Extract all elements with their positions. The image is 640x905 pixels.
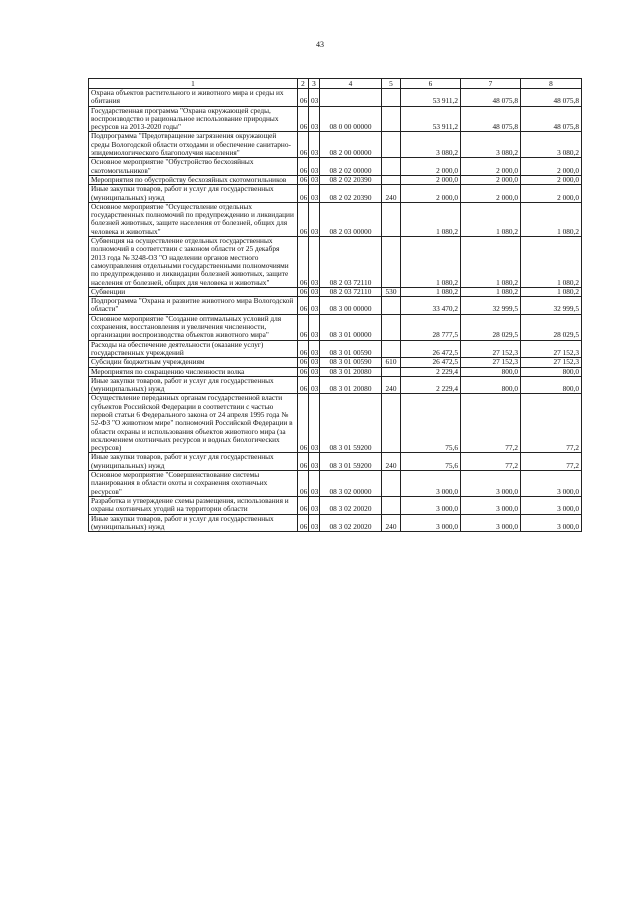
target-article-code — [320, 89, 382, 107]
target-article-code: 08 2 02 00000 — [320, 158, 382, 176]
header-cell: 8 — [521, 79, 582, 89]
expense-type-code: 240 — [382, 514, 401, 532]
target-article-code: 08 3 01 00590 — [320, 340, 382, 358]
header-cell: 7 — [461, 79, 521, 89]
expense-type-code — [382, 394, 401, 453]
row-name: Мероприятия по сокращению численности волка — [89, 367, 298, 376]
table-row — [89, 340, 582, 358]
row-name: Основное мероприятие "Обустройство бесхозяйных скотомогильников" — [89, 158, 298, 176]
header-cell: 1 — [89, 79, 298, 89]
target-article-code: 08 3 01 59200 — [320, 394, 382, 453]
expense-type-code — [382, 89, 401, 107]
amount-col-8: 48 075,8 — [521, 89, 582, 107]
section-code: 06 — [298, 185, 309, 203]
section-code: 06 — [298, 89, 309, 107]
amount-col-8: 1 080,2 — [521, 202, 582, 236]
amount-col-8: 77,2 — [521, 453, 582, 471]
section-code: 06 — [298, 175, 309, 184]
table-row — [89, 367, 582, 376]
table-row — [89, 514, 582, 532]
amount-col-8: 32 999,5 — [521, 297, 582, 315]
row-name: Охрана объектов растительного и животного мира и среды их обитания — [89, 89, 298, 107]
section-code: 06 — [298, 106, 309, 132]
amount-col-8: 77,2 — [521, 394, 582, 453]
amount-col-7: 2 000,0 — [461, 185, 521, 203]
amount-col-6: 33 470,2 — [401, 297, 461, 315]
amount-col-8: 27 152,3 — [521, 340, 582, 358]
amount-col-6: 3 000,0 — [401, 514, 461, 532]
table-row — [89, 496, 582, 514]
table-row — [89, 89, 582, 107]
subsection-code: 03 — [309, 514, 320, 532]
table-row — [89, 471, 582, 497]
section-code: 06 — [298, 471, 309, 497]
section-code: 06 — [298, 340, 309, 358]
amount-col-7: 3 000,0 — [461, 514, 521, 532]
target-article-code: 08 2 03 00000 — [320, 202, 382, 236]
section-code: 06 — [298, 237, 309, 288]
target-article-code: 08 3 01 59200 — [320, 453, 382, 471]
section-code: 06 — [298, 158, 309, 176]
amount-col-8: 3 000,0 — [521, 496, 582, 514]
amount-col-8: 48 075,8 — [521, 106, 582, 132]
amount-col-7: 3 080,2 — [461, 132, 521, 158]
section-code: 06 — [298, 394, 309, 453]
amount-col-6: 75,6 — [401, 394, 461, 453]
target-article-code: 08 2 03 72110 — [320, 237, 382, 288]
table-row — [89, 314, 582, 340]
header-cell: 5 — [382, 79, 401, 89]
amount-col-6: 2 000,0 — [401, 158, 461, 176]
section-code: 06 — [298, 202, 309, 236]
amount-col-7: 3 000,0 — [461, 471, 521, 497]
amount-col-6: 53 911,2 — [401, 89, 461, 107]
table-row — [89, 358, 582, 367]
row-name: Иные закупки товаров, работ и услуг для государственных (муниципальных) нужд — [89, 453, 298, 471]
expense-type-code — [382, 202, 401, 236]
amount-col-6: 2 229,4 — [401, 376, 461, 394]
expense-type-code — [382, 314, 401, 340]
subsection-code: 03 — [309, 297, 320, 315]
amount-col-7: 48 075,8 — [461, 89, 521, 107]
subsection-code: 03 — [309, 175, 320, 184]
subsection-code: 03 — [309, 394, 320, 453]
amount-col-6: 26 472,5 — [401, 340, 461, 358]
amount-col-7: 1 080,2 — [461, 237, 521, 288]
amount-col-7: 48 075,8 — [461, 106, 521, 132]
amount-col-7: 2 000,0 — [461, 158, 521, 176]
amount-col-8: 27 152,3 — [521, 358, 582, 367]
table-row — [89, 132, 582, 158]
row-name: Осуществление переданных органам государственной власти субъектов Российской Федерации в соответствии с частью первой статьи 6 Федерального закона от 24 апреля 1995 года № 52-ФЗ "О животном мире" полномочий Российской Федерации в области охраны и использования объектов животного мира (за исключением охотничьих ресурсов и водных биологических ресурсов) — [89, 394, 298, 453]
target-article-code: 08 3 02 00000 — [320, 471, 382, 497]
amount-col-8: 2 000,0 — [521, 158, 582, 176]
target-article-code: 08 3 01 00000 — [320, 314, 382, 340]
row-name: Расходы на обеспечение деятельности (оказание услуг) государственных учреждений — [89, 340, 298, 358]
target-article-code: 08 2 00 00000 — [320, 132, 382, 158]
target-article-code: 08 2 03 72110 — [320, 287, 382, 296]
expense-type-code — [382, 297, 401, 315]
row-name: Иные закупки товаров, работ и услуг для государственных (муниципальных) нужд — [89, 514, 298, 532]
subsection-code: 03 — [309, 376, 320, 394]
section-code: 06 — [298, 367, 309, 376]
subsection-code: 03 — [309, 106, 320, 132]
amount-col-7: 27 152,3 — [461, 358, 521, 367]
header-cell: 3 — [309, 79, 320, 89]
row-name: Субсидии бюджетным учреждениям — [89, 358, 298, 367]
section-code: 06 — [298, 376, 309, 394]
subsection-code: 03 — [309, 340, 320, 358]
row-name: Мероприятия по обустройству бесхозяйных скотомогильников — [89, 175, 298, 184]
row-name: Государственная программа "Охрана окружающей среды, воспроизводство и рациональное использование природных ресурсов на 2013-2020 годы" — [89, 106, 298, 132]
expense-type-code: 530 — [382, 287, 401, 296]
table-row — [89, 106, 582, 132]
subsection-code: 03 — [309, 358, 320, 367]
amount-col-8: 1 080,2 — [521, 237, 582, 288]
section-code: 06 — [298, 297, 309, 315]
subsection-code: 03 — [309, 89, 320, 107]
table-row — [89, 297, 582, 315]
amount-col-8: 3 080,2 — [521, 132, 582, 158]
amount-col-7: 3 000,0 — [461, 496, 521, 514]
amount-col-6: 1 080,2 — [401, 202, 461, 236]
amount-col-7: 32 999,5 — [461, 297, 521, 315]
expense-type-code — [382, 496, 401, 514]
expense-type-code: 240 — [382, 376, 401, 394]
target-article-code: 08 0 00 00000 — [320, 106, 382, 132]
amount-col-6: 2 229,4 — [401, 367, 461, 376]
target-article-code: 08 3 01 20080 — [320, 367, 382, 376]
amount-col-6: 2 000,0 — [401, 175, 461, 184]
amount-col-8: 1 080,2 — [521, 287, 582, 296]
subsection-code: 03 — [309, 185, 320, 203]
section-code: 06 — [298, 132, 309, 158]
amount-col-6: 1 080,2 — [401, 237, 461, 288]
amount-col-6: 2 000,0 — [401, 185, 461, 203]
table-row — [89, 453, 582, 471]
expense-type-code — [382, 471, 401, 497]
amount-col-6: 75,6 — [401, 453, 461, 471]
amount-col-8: 28 029,5 — [521, 314, 582, 340]
row-name: Иные закупки товаров, работ и услуг для государственных (муниципальных) нужд — [89, 376, 298, 394]
expense-type-code — [382, 340, 401, 358]
amount-col-6: 28 777,5 — [401, 314, 461, 340]
page-number: 43 — [316, 40, 324, 49]
table-row — [89, 376, 582, 394]
section-code: 06 — [298, 287, 309, 296]
amount-col-6: 26 472,5 — [401, 358, 461, 367]
subsection-code: 03 — [309, 158, 320, 176]
table-header-row — [89, 79, 582, 89]
row-name: Основное мероприятие "Совершенствование системы планирования в области охоты и сохранения охотничьих ресурсов" — [89, 471, 298, 497]
expense-type-code — [382, 237, 401, 288]
amount-col-8: 2 000,0 — [521, 185, 582, 203]
amount-col-6: 53 911,2 — [401, 106, 461, 132]
table-row — [89, 185, 582, 203]
amount-col-7: 28 029,5 — [461, 314, 521, 340]
section-code: 06 — [298, 314, 309, 340]
target-article-code: 08 3 01 20080 — [320, 376, 382, 394]
amount-col-8: 800,0 — [521, 376, 582, 394]
target-article-code: 08 3 02 20020 — [320, 514, 382, 532]
expense-type-code — [382, 175, 401, 184]
amount-col-7: 27 152,3 — [461, 340, 521, 358]
amount-col-8: 800,0 — [521, 367, 582, 376]
row-name: Субвенция на осуществление отдельных государственных полномочий в соответствии с законом области от 25 декабря 2013 года № 3248-ОЗ "О наделении органов местного самоуправления отдельными государственными полномочиями по предупреждению и ликвидации болезней животных, защите населения от болезней, общих для человека и животных" — [89, 237, 298, 288]
amount-col-7: 2 000,0 — [461, 175, 521, 184]
amount-col-6: 3 000,0 — [401, 471, 461, 497]
expense-type-code — [382, 106, 401, 132]
row-name: Иные закупки товаров, работ и услуг для государственных (муниципальных) нужд — [89, 185, 298, 203]
subsection-code: 03 — [309, 287, 320, 296]
header-cell: 2 — [298, 79, 309, 89]
amount-col-7: 77,2 — [461, 453, 521, 471]
expense-type-code: 240 — [382, 453, 401, 471]
section-code: 06 — [298, 514, 309, 532]
table-body — [89, 89, 582, 532]
target-article-code: 08 2 02 20390 — [320, 185, 382, 203]
table-row — [89, 394, 582, 453]
table-row — [89, 158, 582, 176]
subsection-code: 03 — [309, 471, 320, 497]
row-name: Подпрограмма "Предотвращение загрязнения окружающей среды Вологодской области отходами и обеспечение санитарно-эпидемиологического благополучия населения" — [89, 132, 298, 158]
amount-col-6: 1 080,2 — [401, 287, 461, 296]
amount-col-8: 3 000,0 — [521, 471, 582, 497]
row-name: Основное мероприятие "Создание оптимальных условий для сохранения, восстановления и увеличения численности, организации воспроизводства объектов животного мира" — [89, 314, 298, 340]
expense-type-code — [382, 132, 401, 158]
amount-col-7: 77,2 — [461, 394, 521, 453]
row-name: Субвенции — [89, 287, 298, 296]
amount-col-7: 800,0 — [461, 367, 521, 376]
target-article-code: 08 3 02 20020 — [320, 496, 382, 514]
amount-col-8: 2 000,0 — [521, 175, 582, 184]
subsection-code: 03 — [309, 496, 320, 514]
target-article-code: 08 3 00 00000 — [320, 297, 382, 315]
header-cell: 6 — [401, 79, 461, 89]
subsection-code: 03 — [309, 202, 320, 236]
section-code: 06 — [298, 358, 309, 367]
target-article-code: 08 3 01 00590 — [320, 358, 382, 367]
expense-type-code — [382, 367, 401, 376]
amount-col-7: 1 080,2 — [461, 287, 521, 296]
expense-type-code — [382, 158, 401, 176]
amount-col-8: 3 000,0 — [521, 514, 582, 532]
subsection-code: 03 — [309, 132, 320, 158]
amount-col-6: 3 000,0 — [401, 496, 461, 514]
header-cell: 4 — [320, 79, 382, 89]
amount-col-7: 1 080,2 — [461, 202, 521, 236]
expense-type-code: 240 — [382, 185, 401, 203]
row-name: Разработка и утверждение схемы размещения, использования и охраны охотничьих угодий на территории области — [89, 496, 298, 514]
subsection-code: 03 — [309, 314, 320, 340]
row-name: Подпрограмма "Охрана и развитие животного мира Вологодской области" — [89, 297, 298, 315]
subsection-code: 03 — [309, 453, 320, 471]
table-row — [89, 237, 582, 288]
amount-col-6: 3 080,2 — [401, 132, 461, 158]
row-name: Основное мероприятие "Осуществление отдельных государственных полномочий по предупреждению и ликвидации болезней животных, защите населения от болезней, общих для человека и животных" — [89, 202, 298, 236]
target-article-code: 08 2 02 20390 — [320, 175, 382, 184]
budget-table — [88, 78, 582, 532]
amount-col-7: 800,0 — [461, 376, 521, 394]
expense-type-code: 610 — [382, 358, 401, 367]
section-code: 06 — [298, 496, 309, 514]
subsection-code: 03 — [309, 367, 320, 376]
section-code: 06 — [298, 453, 309, 471]
table-row — [89, 202, 582, 236]
subsection-code: 03 — [309, 237, 320, 288]
